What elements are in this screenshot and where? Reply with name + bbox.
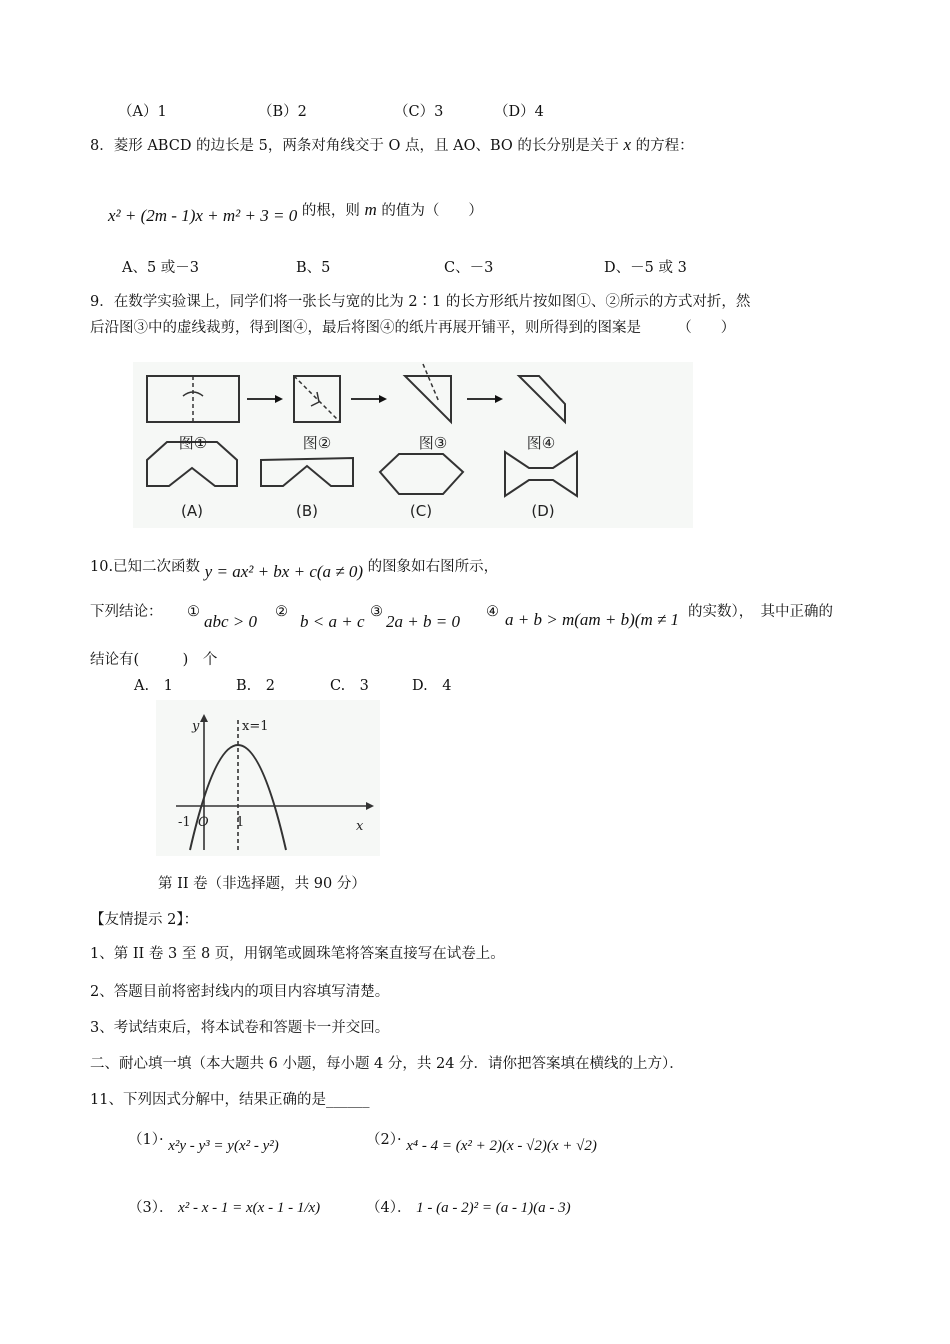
q10-function: y = ax² + bx + c(a ≠ 0): [204, 562, 364, 581]
tip-3: 3、考试结束后，将本试卷和答题卡一并交回。: [90, 1020, 390, 1036]
tip-heading: 【友情提示 2】：: [90, 912, 199, 928]
q11-item-1: （1）· x²y - y³ = y(x² - y²): [128, 1132, 279, 1154]
fig1-label: 图①: [178, 434, 208, 452]
q7-option-c: （C）3: [394, 104, 444, 120]
q10-option-b: B. 2: [236, 678, 275, 694]
q8-option-b: B、5: [296, 260, 331, 276]
choice-c-label: (C): [409, 502, 433, 520]
tip-1: 1、第 II 卷 3 至 8 页，用钢笔或圆珠笔将答案直接写在试卷上。: [90, 946, 505, 962]
fig2-fold-arrow: [311, 392, 319, 406]
x-axis-arrow: [366, 802, 374, 810]
q10-conclusion-2: b < a + c: [300, 612, 365, 631]
part2-title: 第 II 卷（非选择题，共 90 分）: [158, 876, 366, 892]
choice-a-label: (A): [181, 502, 203, 520]
y-label: y: [192, 719, 200, 734]
q9-line1: 9．在数学实验课上，同学们将一张长与宽的比为 2∶1 的长方形纸片按如图①、②所示的方式对折，然: [90, 294, 751, 310]
q8-equation-line: x² + (2m - 1)x + m² + 3 = 0 的根，则 m 的值为（ ）: [108, 200, 483, 225]
q11-stem: 11、下列因式分解中，结果正确的是______: [90, 1092, 370, 1108]
q10-conclusions: 下列结论： ① abc > 0 ② b < a + c ③ 2a + b = 0 ④ a + b > m(am + b)(m ≠ 1 的实数）， 其中正确的: [90, 604, 833, 631]
q7-option-b: （B）2: [258, 104, 307, 120]
tick-1: 1: [236, 815, 245, 830]
fig4-label: 图④: [526, 434, 556, 452]
choice-b-shape: [261, 458, 353, 486]
fig3-label: 图③: [418, 434, 448, 452]
q7-option-d: （D）4: [494, 104, 544, 120]
x-label: x: [356, 819, 364, 834]
q11-item-4: （4）． 1 - (a - 2)² = (a - 1)(a - 3): [366, 1200, 571, 1216]
q10-option-c: C. 3: [330, 678, 369, 694]
q11-item-2: （2）· x⁴ - 4 = (x² + 2)(x - √2)(x + √2): [366, 1132, 597, 1154]
q10-conclusion-4: a + b > m(am + b)(m ≠ 1: [505, 610, 680, 629]
y-axis-arrow: [200, 714, 208, 722]
q10-graph: [156, 700, 380, 856]
q8-option-d: D、－5 或 3: [604, 260, 687, 276]
choice-d-label: (D): [531, 502, 555, 520]
axis-label: x=1: [242, 719, 269, 734]
choice-d-shape: [505, 452, 577, 496]
q9-line2: 后沿图③中的虚线裁剪，得到图④，最后将图④的纸片再展开铺平，则所得到的图案是 （ ）: [90, 320, 736, 336]
q8-option-c: C、－3: [444, 260, 494, 276]
q10-option-a: A. 1: [134, 678, 173, 694]
q9-figure-svg: [133, 362, 693, 528]
fig3-triangle: [405, 376, 451, 422]
q10-conclusion-3: 2a + b = 0: [386, 612, 460, 631]
choice-c-shape: [380, 454, 463, 494]
q8-stem: 8．菱形 ABCD 的边长是 5，两条对角线交于 O 点，且 AO、BO 的长分别是关于 x 的方程：: [90, 135, 694, 154]
fig2-fold-line: [294, 376, 340, 422]
q7-option-a: （A）1: [118, 104, 167, 120]
q9-figure: [133, 362, 693, 528]
q8-equation: x² + (2m - 1)x + m² + 3 = 0: [108, 206, 298, 225]
choice-b-label: (B): [296, 502, 318, 520]
tip-2: 2、答题目前将密封线内的项目内容填写清楚。: [90, 984, 390, 1000]
tick-neg1: -1: [178, 815, 191, 830]
fig2-label: 图②: [302, 434, 332, 452]
q10-graph-svg: [156, 700, 380, 856]
q11-item-3: （3）． x² - x - 1 = x(x - 1 - 1/x): [128, 1200, 321, 1216]
origin-label: O: [198, 815, 209, 830]
q10-stem: 10.已知二次函数 y = ax² + bx + c(a ≠ 0) 的图象如右图所示，: [90, 559, 499, 581]
q10-option-d: D. 4: [412, 678, 452, 694]
q8-option-a: A、5 或－3: [122, 260, 200, 276]
arrow-2-head: [379, 395, 387, 403]
fig4-shape: [519, 376, 565, 422]
arrow-1-head: [275, 395, 283, 403]
section-heading: 二、耐心填一填（本大题共 6 小题，每小题 4 分，共 24 分．请你把答案填在横线的上方）．: [90, 1056, 684, 1072]
q10-line3: 结论有( ) 个: [90, 652, 218, 668]
q10-conclusion-1: abc > 0: [204, 612, 258, 631]
arrow-3-head: [495, 395, 503, 403]
